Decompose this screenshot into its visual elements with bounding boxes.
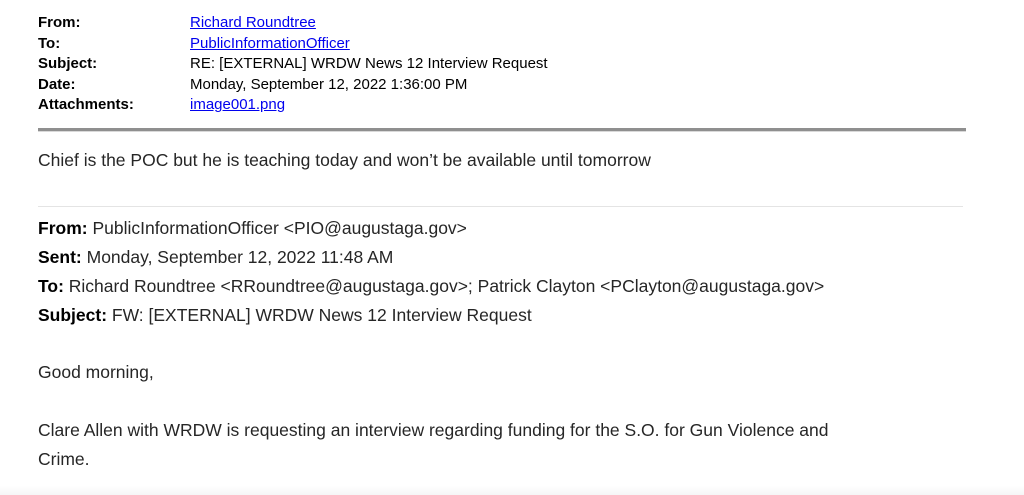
from-label: From: [38,14,81,31]
from-sender-link[interactable]: Richard Roundtree [190,14,316,31]
quoted-from-line [38,214,1024,243]
to-label: To: [38,34,61,52]
quoted-subject-line [38,301,1024,330]
quoted-from-value: PublicInformationOfficer <PIO@augustaga.gov> [87,217,467,238]
subject-label: Subject: [38,55,98,72]
quoted-subject-value: FW: [EXTERNAL] WRDW News 12 Interview Request [107,304,532,325]
quoted-message-header [38,214,1024,330]
quoted-sent-value: Monday, September 12, 2022 11:48 AM [81,246,394,267]
date-label: Date: [38,75,76,93]
header-row-from [38,13,1024,34]
email-message-page [0,13,1024,495]
date-value: Monday, September 12, 2022 1:36:00 PM [190,75,468,93]
attachment-file-link[interactable]: image001.png [190,96,286,113]
reply-text: Chief is the POC but he is teaching today and won’t be available until tomorrow [38,149,651,170]
attachments-label: Attachments: [38,96,134,113]
message-paragraph [38,416,1024,474]
message-line-2: Crime. [38,448,90,469]
quoted-to-line [38,272,1024,301]
email-body [38,146,1024,474]
quoted-from-label: From: [38,217,88,238]
to-recipient-link[interactable]: PublicInformationOfficer [190,34,350,52]
header-row-subject [38,54,1024,75]
quoted-to-value: Richard Roundtree <RRoundtree@augustaga.gov>; Patrick Clayton <PClayton@augustaga.gov> [63,275,825,296]
page-bottom-fade [0,486,1024,495]
header-row-attachments [38,95,1024,116]
header-divider-rule [38,128,966,132]
header-row-to [38,34,1024,55]
greeting-text: Good morning, [38,361,154,382]
header-row-date [38,75,1024,96]
subject-value: RE: [EXTERNAL] WRDW News 12 Interview Request [190,55,548,72]
quoted-message-separator [38,206,963,207]
message-line-1: Clare Allen with WRDW is requesting an interview regarding funding for the S.O. for Gun Violence and [38,419,829,440]
quoted-subject-label: Subject: [38,304,108,325]
quoted-sent-line [38,243,1024,272]
email-header [38,13,1024,116]
quoted-sent-label: Sent: [38,246,82,267]
quoted-to-label: To: [38,275,64,296]
